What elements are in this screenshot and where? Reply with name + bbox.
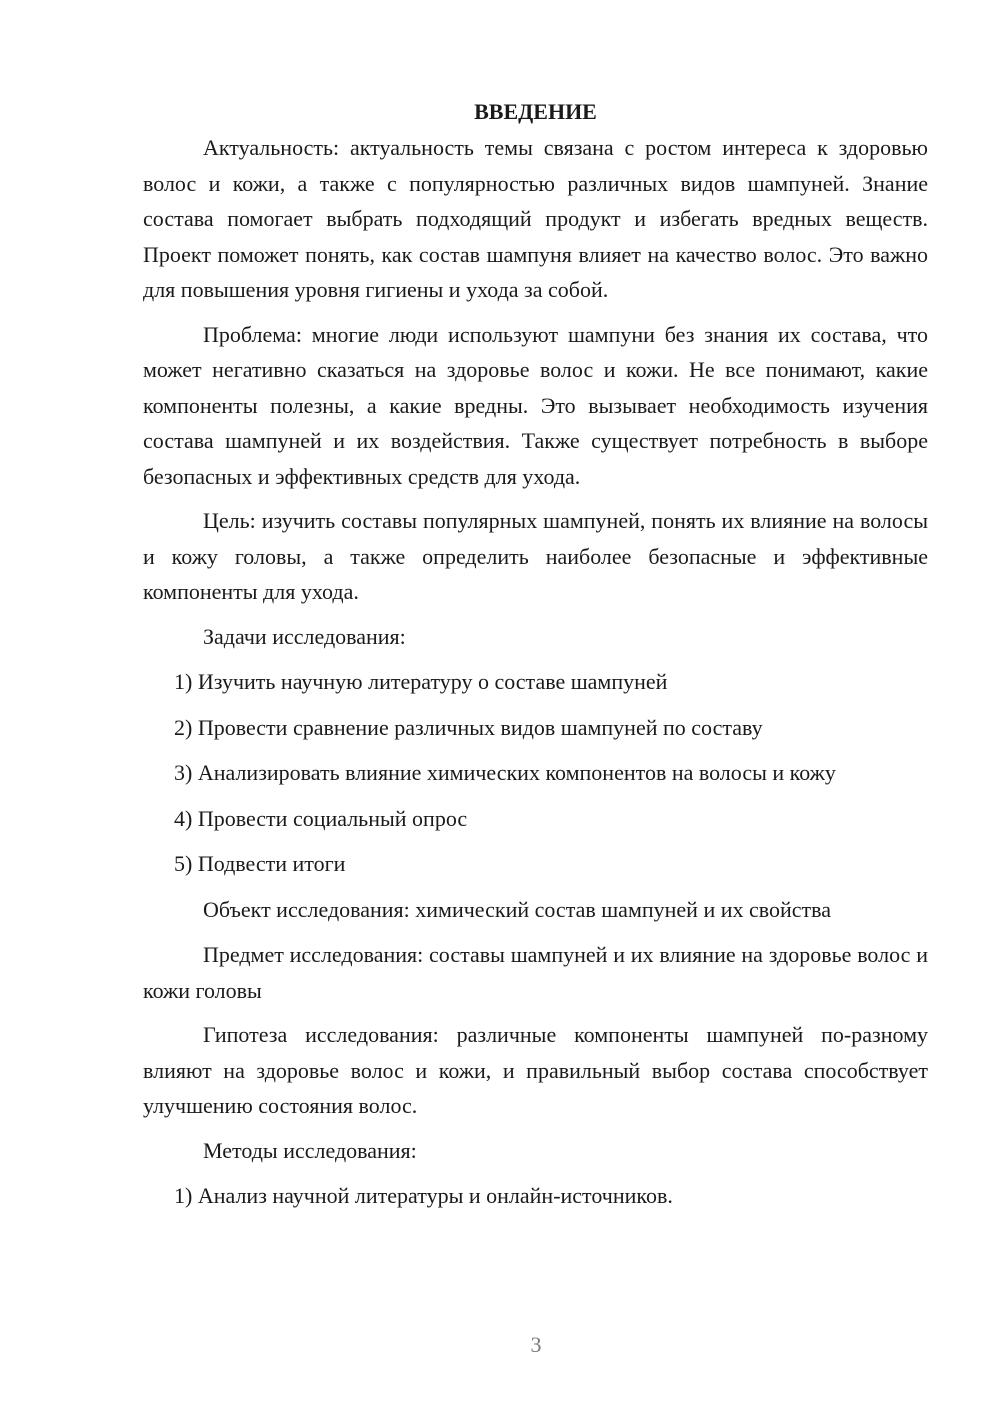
hypothesis-paragraph: Гипотеза исследования: различные компоненты шампуней по-разному влияют на здоровье волос и кожи, и правильный выбор состава способствует улучшению состояния волос.: [143, 1022, 928, 1118]
task-item-5: 5) Подвести итоги: [174, 851, 346, 876]
method-item-1: 1) Анализ научной литературы и онлайн-источников.: [174, 1183, 673, 1208]
task-item-4: 4) Провести социальный опрос: [174, 805, 468, 831]
section-heading: ВВЕДЕНИЕ: [474, 99, 597, 124]
goal-paragraph: Цель: изучить составы популярных шампуней, понять их влияние на волосы и кожу головы, а также определить наиболее безопасные и эффективные компоненты для ухода.: [143, 508, 928, 604]
problem-paragraph: Проблема: многие люди используют шампуни без знания их состава, что может негативно сказаться на здоровье волос и кожи. Не все понимают, какие компоненты полезны, а какие вредны. Это вызывает необходимость изучения состава шампуней и их воздействия. Также существует потребность в выборе безопасных и эффективных средств для ухода.: [143, 321, 928, 489]
methods-title: Методы исследования:: [203, 1137, 417, 1163]
tasks-title: Задачи исследования:: [203, 623, 406, 649]
research-object: Объект исследования: химический состав шампуней и их свойства: [203, 896, 832, 922]
task-item-1: 1) Изучить научную литературу о составе шампуней: [174, 669, 668, 694]
research-subject-paragraph: Предмет исследования: составы шампуней и их влияние на здоровье волос и кожи головы: [143, 942, 928, 1003]
task-item-2: 2) Провести сравнение различных видов шампуней по составу: [174, 714, 763, 740]
relevance-paragraph: Актуальность: актуальность темы связана с ростом интереса к здоровью волос и кожи, а также с популярностью различных видов шампуней. Знание состава помогает выбрать подходящий продукт и избегать вредных веществ. Проект поможет понять, как состав шампуня влияет на качество волос. Это важно для повышения уровня гигиены и ухода за собой.: [143, 135, 928, 302]
page-content: [143, 94, 928, 1224]
task-item-3: 3) Анализировать влияние химических компонентов на волосы и кожу: [174, 760, 836, 785]
page-number: 3: [530, 1332, 542, 1357]
